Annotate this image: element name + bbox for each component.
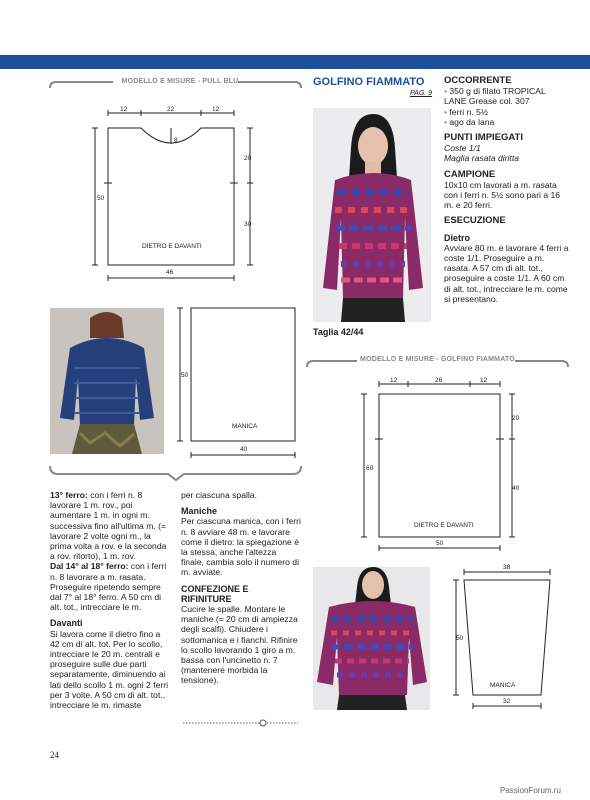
dim-left: 50 [97, 195, 105, 202]
punto-2: Maglia rasata diritta [444, 153, 519, 164]
dim-neck: 8 [174, 137, 178, 144]
heading-esecuzione: ESECUZIONE [444, 215, 506, 227]
g-dim-right-upper: 20 [512, 415, 520, 422]
heading-confezione: CONFEZIONE E RIFINITURE [181, 583, 249, 604]
dim-right-upper: 20 [244, 155, 252, 162]
photo-pull-blu [50, 308, 164, 454]
g-label-manica: MANICA [490, 682, 516, 689]
diagram-pull-front [90, 100, 270, 285]
para-per-ciascuna-spalla: per ciascuna spalla. [181, 490, 257, 500]
decorative-slider [183, 718, 298, 728]
heading-punti: PUNTI IMPIEGATI [444, 132, 523, 144]
para-confezione: Cucire le spalle. Montare le maniche (= 20 cm di ampiezza degli scalfi). Chiudere i sottomanica e i fianchi. Rifinire lo scollo lavorando 1 giro a m. bassa con l'uncinetto n. 7 (mantenere morbida la tensione). [181, 604, 298, 686]
dim-top-right: 12 [212, 106, 220, 113]
diagram-golfino-front [360, 372, 525, 552]
occorrente-item-3: • ago da lana [444, 116, 495, 127]
para-13-ferro: 13° ferro: con i ferri n. 8 lavorare 1 m. rov., poi aumentare 1 m. in ogni m. successiva fino all'ultima m. (= lavorare 2 volte ogni m., la prima volta a rov. e la seconda a rov. ritorto), 1 m. rov. [50, 490, 167, 562]
diagram-pull-sleeve [170, 305, 300, 460]
heading-dietro: Dietro [444, 232, 471, 243]
size-label: Taglia 42/44 [313, 327, 364, 337]
g-dim-top-mid: 26 [435, 377, 443, 384]
text-column-right [444, 76, 570, 304]
text-column-2 [181, 490, 301, 686]
occorrente-item-2: • ferri n. 5½ [444, 106, 489, 117]
section-title-golfino: MODELLO E MISURE - GOLFINO FIAMMATO [360, 356, 515, 363]
heading-davanti: Davanti [50, 618, 83, 629]
heading-maniche: Maniche [181, 506, 218, 517]
heading-campione: CAMPIONE [444, 168, 496, 180]
page-number: 24 [50, 750, 59, 760]
g-dim-right-lower: 40 [512, 485, 520, 492]
para-davanti: Si lavora come il dietro fino a 42 cm di alt. tot. Per lo scollo, intrecciare le 20 m. centrali e proseguire sulle due parti separatamente, diminuendo ai lati dello scollo 1 m. ogni 2 ferri per 3 volte. A 50 cm di alt. tot., intrecciare le m. rimaste [50, 628, 168, 711]
photo-golfino-fiammato-2 [313, 567, 430, 710]
dim-top-mid: 22 [167, 106, 175, 113]
sleeve-dim-left: 50 [181, 372, 189, 379]
dim-right-lower: 30 [244, 221, 252, 228]
para-dietro: Avviare 80 m. e lavorare 4 ferri a coste 1/1. Proseguire a m. rasata. A 57 cm di alt. tot., proseguire a coste 1/1. A 60 cm di alt. tot., intrecciare le m. come si presentano. [444, 242, 569, 304]
top-blue-bar [0, 55, 590, 69]
para-dal-14-18-ferro: Dal 14° al 18° ferro: con i ferri n. 8 lavorare a m. rasata. Proseguire ripetendo sempre dal 7° al 18° ferro. A 50 cm di alt. tot., intrecciare le m. [50, 561, 167, 613]
text-column-1 [50, 490, 172, 710]
para-maniche: Per ciascuna manica, con i ferri n. 8 avviare 48 m. e lavorare come il dietro: la spiegazione è la stessa, anche l'altezza finale, cambia solo il numero di m. avviate. [181, 516, 301, 578]
g-sleeve-dim-bottom: 32 [503, 698, 511, 705]
watermark: PassionForum.ru [500, 786, 561, 795]
diagram-golfino-sleeve [450, 560, 560, 710]
section-divider-bottom-left [48, 462, 303, 482]
occorrente-item-1: • 350 g di filato TROPICAL LANE Grease col. 307 [444, 86, 546, 107]
label-dietro-davanti: DIETRO E DAVANTI [142, 243, 202, 250]
dim-top-left: 12 [120, 106, 128, 113]
para-campione: 10x10 cm lavorati a m. rasata con i ferri n. 5½ sono pari a 16 m. e 20 ferri. [444, 179, 561, 211]
g-dim-bottom: 50 [436, 540, 444, 547]
label-manica: MANICA [232, 423, 258, 430]
page-ref: PAG. 9 [410, 90, 433, 97]
punto-1: Coste 1/1 [444, 143, 481, 154]
g-sleeve-dim-left: 50 [456, 635, 464, 642]
dim-bottom: 46 [166, 269, 174, 276]
section-title-pull-blu: MODELLO E MISURE - PULL BLU [121, 78, 239, 85]
g-sleeve-dim-top: 38 [503, 564, 511, 571]
g-dim-top-right: 12 [480, 377, 488, 384]
g-label-dietro-davanti: DIETRO E DAVANTI [414, 522, 474, 529]
heading-occorrente: OCCORRENTE [444, 75, 512, 86]
g-dim-top-left: 12 [390, 377, 398, 384]
title-golfino-fiammato: GOLFINO FIAMMATO [313, 76, 425, 88]
g-dim-left: 60 [366, 465, 374, 472]
sleeve-dim-bottom: 40 [240, 446, 248, 453]
photo-golfino-fiammato-1 [313, 108, 431, 322]
